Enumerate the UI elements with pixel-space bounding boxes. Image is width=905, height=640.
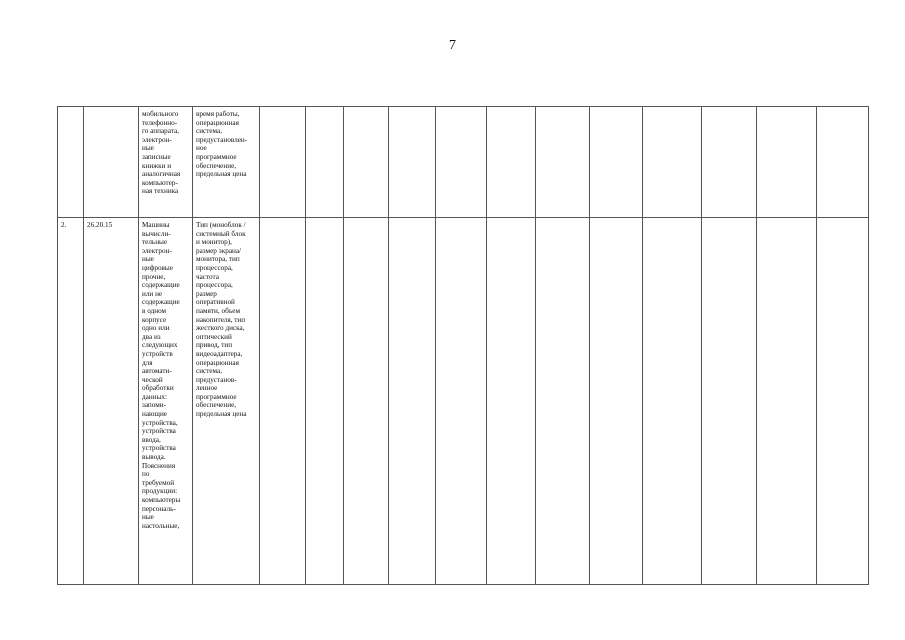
cell-empty: [487, 218, 536, 585]
cell-code: 26.20.15: [84, 218, 139, 585]
cell-empty: [817, 218, 869, 585]
cell-number: 2.: [58, 218, 84, 585]
table-row: [58, 218, 869, 585]
cell-number: [58, 107, 84, 218]
cell-empty: [344, 218, 389, 585]
cell-empty: [643, 218, 702, 585]
cell-product-name: мобильного телефонно- го аппарата, электрон- ные записные книжки и аналогичная компьютер- ная техника: [139, 107, 193, 218]
cell-empty: [260, 107, 306, 218]
cell-empty: [702, 107, 757, 218]
requirements-table: [57, 106, 869, 585]
cell-characteristics: Тип (моноблок / системный блок и монитор), размер экрана/ монитора, тип процессора, частота процессора, размер оперативной памяти, объем накопителя, тип жесткого диска, оптический привод, тип видеоадаптера, операционная система, предустанов- ленное программное обеспечение, предельная цена: [193, 218, 260, 585]
cell-empty: [757, 107, 817, 218]
cell-empty: [260, 218, 306, 585]
cell-empty: [643, 107, 702, 218]
cell-empty: [306, 218, 344, 585]
cell-empty: [436, 107, 487, 218]
cell-empty: [389, 107, 436, 218]
cell-code: [84, 107, 139, 218]
cell-product-name: Машины вычисли- тельные электрон- ные цифровые прочие, содержащие или не содержащие в одном корпусе одно или два из следующих устройств для автомати- ческой обработки данных: запоми- нающие устройства, устройства ввода, устройства вывода. Пояснения по требуемой продукции: компьютеры персональ- ные настольные,: [139, 218, 193, 585]
page-number: 7: [449, 38, 456, 53]
cell-empty: [817, 107, 869, 218]
cell-empty: [344, 107, 389, 218]
cell-empty: [590, 107, 643, 218]
cell-empty: [702, 218, 757, 585]
cell-characteristics: время работы, операционная система, предустановлен- ное программное обеспечение, предельная цена: [193, 107, 260, 218]
cell-empty: [487, 107, 536, 218]
cell-empty: [389, 218, 436, 585]
cell-empty: [757, 218, 817, 585]
cell-empty: [590, 218, 643, 585]
cell-empty: [306, 107, 344, 218]
table-row: [58, 107, 869, 218]
cell-empty: [536, 107, 590, 218]
cell-empty: [436, 218, 487, 585]
cell-empty: [536, 218, 590, 585]
